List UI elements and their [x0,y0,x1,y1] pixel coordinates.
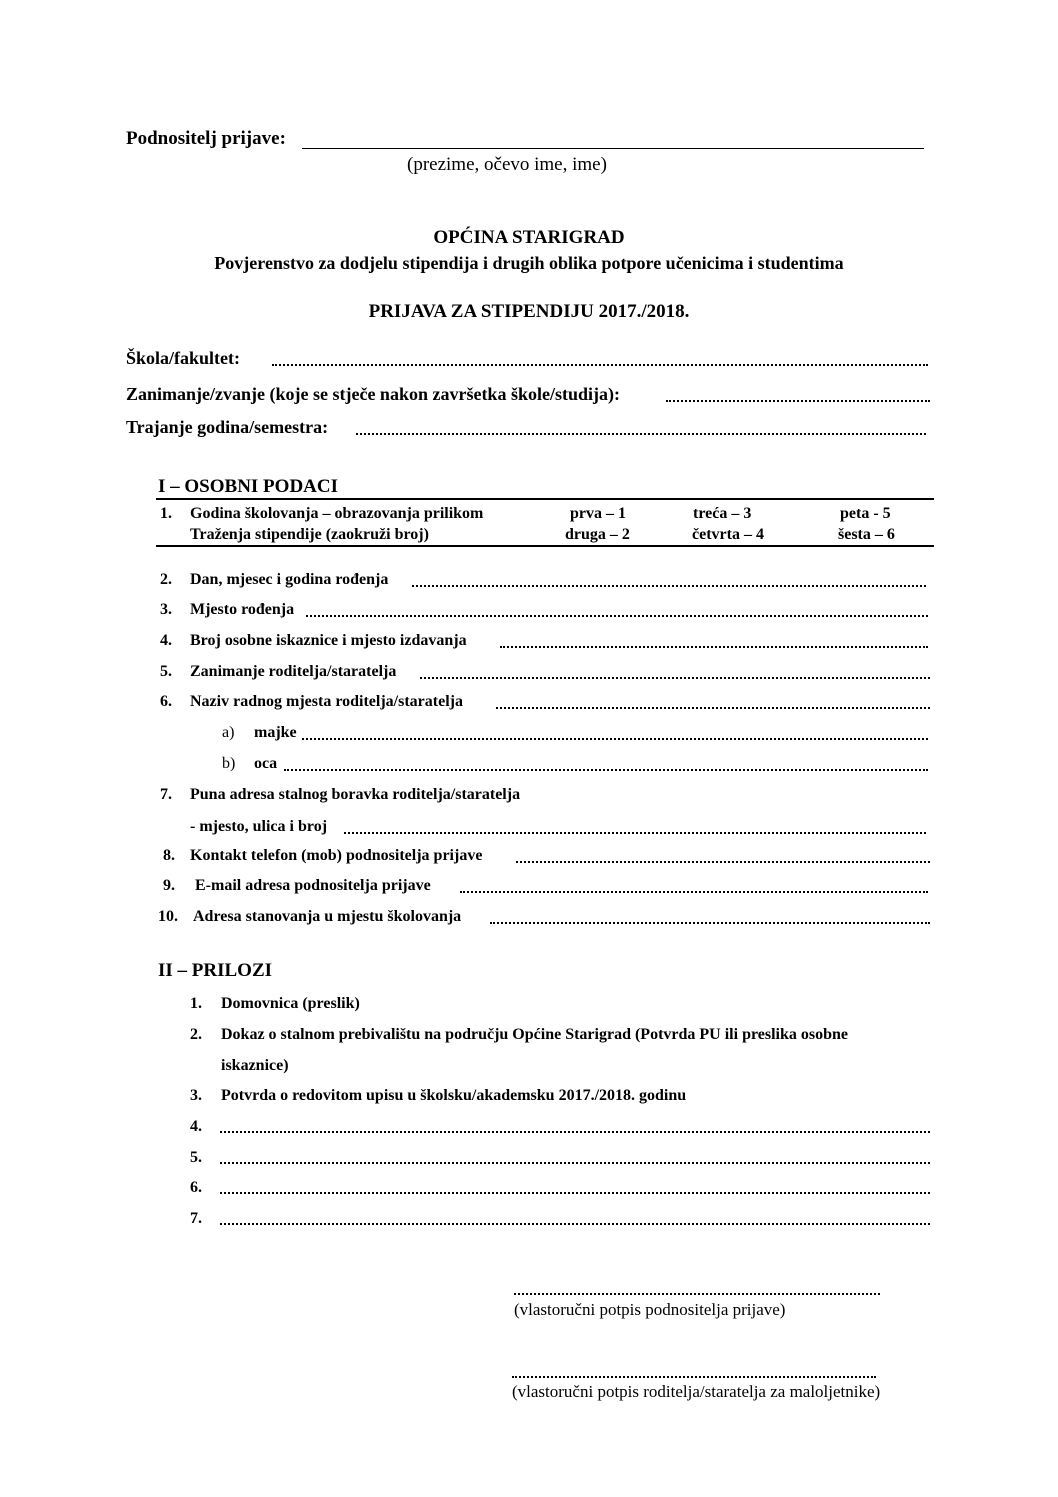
item-number: 7. [160,786,172,803]
option-peta[interactable]: peta - 5 [840,505,891,522]
id-card-field[interactable] [500,646,928,648]
item-number: 8. [163,847,175,864]
option-treca[interactable]: treća – 3 [693,505,752,522]
attachment-blank-field[interactable] [220,1162,930,1164]
father-job-field[interactable] [284,769,928,771]
parent-job-field[interactable] [496,707,930,709]
applicant-label: Podnositelj prijave: [126,128,286,149]
attachment-number: 5. [190,1149,202,1166]
duration-field[interactable] [356,433,926,435]
birth-place-field[interactable] [306,615,928,617]
phone-field[interactable] [516,861,930,863]
applicant-signature-caption: (vlastoručni potpis podnositelja prijave) [514,1300,786,1319]
option-druga[interactable]: druga – 2 [565,526,630,543]
applicant-name-field[interactable] [302,148,924,149]
birth-date-field[interactable] [412,585,926,587]
attachment-number: 6. [190,1179,202,1196]
attachment-blank-field[interactable] [220,1192,930,1194]
occupation-label: Zanimanje/zvanje (koje se stječe nakon završetka škole/studija): [126,384,620,404]
attachment-number: 4. [190,1118,202,1135]
form-title: PRIJAVA ZA STIPENDIJU 2017./2018. [368,301,690,322]
section-personal-heading: I – OSOBNI PODACI [158,476,338,497]
attachment-label: Domovnica (preslik) [221,995,360,1012]
item-number: 9. [163,877,175,894]
address-label: Puna adresa stalnog boravka roditelja/staratelja [190,786,521,803]
option-cetvrta[interactable]: četvrta – 4 [692,526,764,543]
attachment-number: 3. [190,1087,202,1104]
sub-item-letter: b) [222,755,236,772]
occupation-field[interactable] [666,400,930,402]
residence-field[interactable] [490,922,930,924]
attachment-number: 2. [190,1026,202,1043]
school-year-label-line2: Traženja stipendije (zaokruži broj) [190,526,429,543]
section-divider-top [156,498,934,500]
address-field[interactable] [344,832,926,834]
attachment-number: 7. [190,1210,202,1227]
item-number: 3. [160,601,172,618]
applicant-signature-field[interactable] [514,1293,880,1295]
section-divider-bottom [156,545,934,547]
item-number: 1. [160,505,172,522]
parent-signature-caption: (vlastoručni potpis roditelja/staratelja za maloljetnike) [512,1382,881,1401]
duration-label: Trajanje godina/semestra: [126,417,329,437]
mother-label: majke [254,724,297,741]
attachment-blank-field[interactable] [220,1223,930,1225]
school-label: Škola/fakultet: [126,348,241,368]
email-label: E-mail adresa podnositelja prijave [195,877,431,894]
item-number: 2. [160,571,172,588]
phone-label: Kontakt telefon (mob) podnositelja prijave [190,847,483,864]
item-number: 10. [158,908,178,925]
sub-item-letter: a) [222,724,235,741]
parent-job-label: Naziv radnog mjesta roditelja/staratelja [190,693,463,710]
item-number: 4. [160,632,172,649]
option-sesta[interactable]: šesta – 6 [838,526,895,543]
option-prva[interactable]: prva – 1 [570,505,626,522]
attachment-number: 1. [190,995,202,1012]
section-attachments-heading: II – PRILOZI [158,960,273,981]
email-field[interactable] [460,891,928,893]
father-label: oca [254,755,278,772]
residence-label: Adresa stanovanja u mjestu školovanja [193,908,462,925]
item-number: 6. [160,693,172,710]
municipality-title: OPĆINA STARIGRAD [433,227,625,248]
parent-occupation-field[interactable] [420,677,930,679]
id-card-label: Broj osobne iskaznice i mjesto izdavanja [190,632,467,649]
parent-occupation-label: Zanimanje roditelja/staratelja [190,663,397,680]
parent-signature-field[interactable] [512,1376,876,1378]
item-number: 5. [160,663,172,680]
birth-date-label: Dan, mjesec i godina rođenja [190,571,389,588]
attachment-label: Dokaz o stalnom prebivalištu na području Općine Starigrad (Potvrda PU ili preslika osobne [221,1026,849,1043]
attachment-label: Potvrda o redovitom upisu u školsku/akademsku 2017./2018. godinu [221,1087,687,1104]
address-sub-label: - mjesto, ulica i broj [190,818,328,835]
mother-job-field[interactable] [302,738,928,740]
applicant-hint: (prezime, očevo ime, ime) [407,154,607,175]
committee-title: Povjerenstvo za dodjelu stipendija i drugih oblika potpore učenicima i studentima [214,253,844,273]
attachment-label-continuation: iskaznice) [221,1057,289,1074]
school-field[interactable] [272,364,928,366]
attachment-blank-field[interactable] [220,1131,930,1133]
birth-place-label: Mjesto rođenja [190,601,295,618]
school-year-label-line1: Godina školovanja – obrazovanja prilikom [190,505,484,522]
